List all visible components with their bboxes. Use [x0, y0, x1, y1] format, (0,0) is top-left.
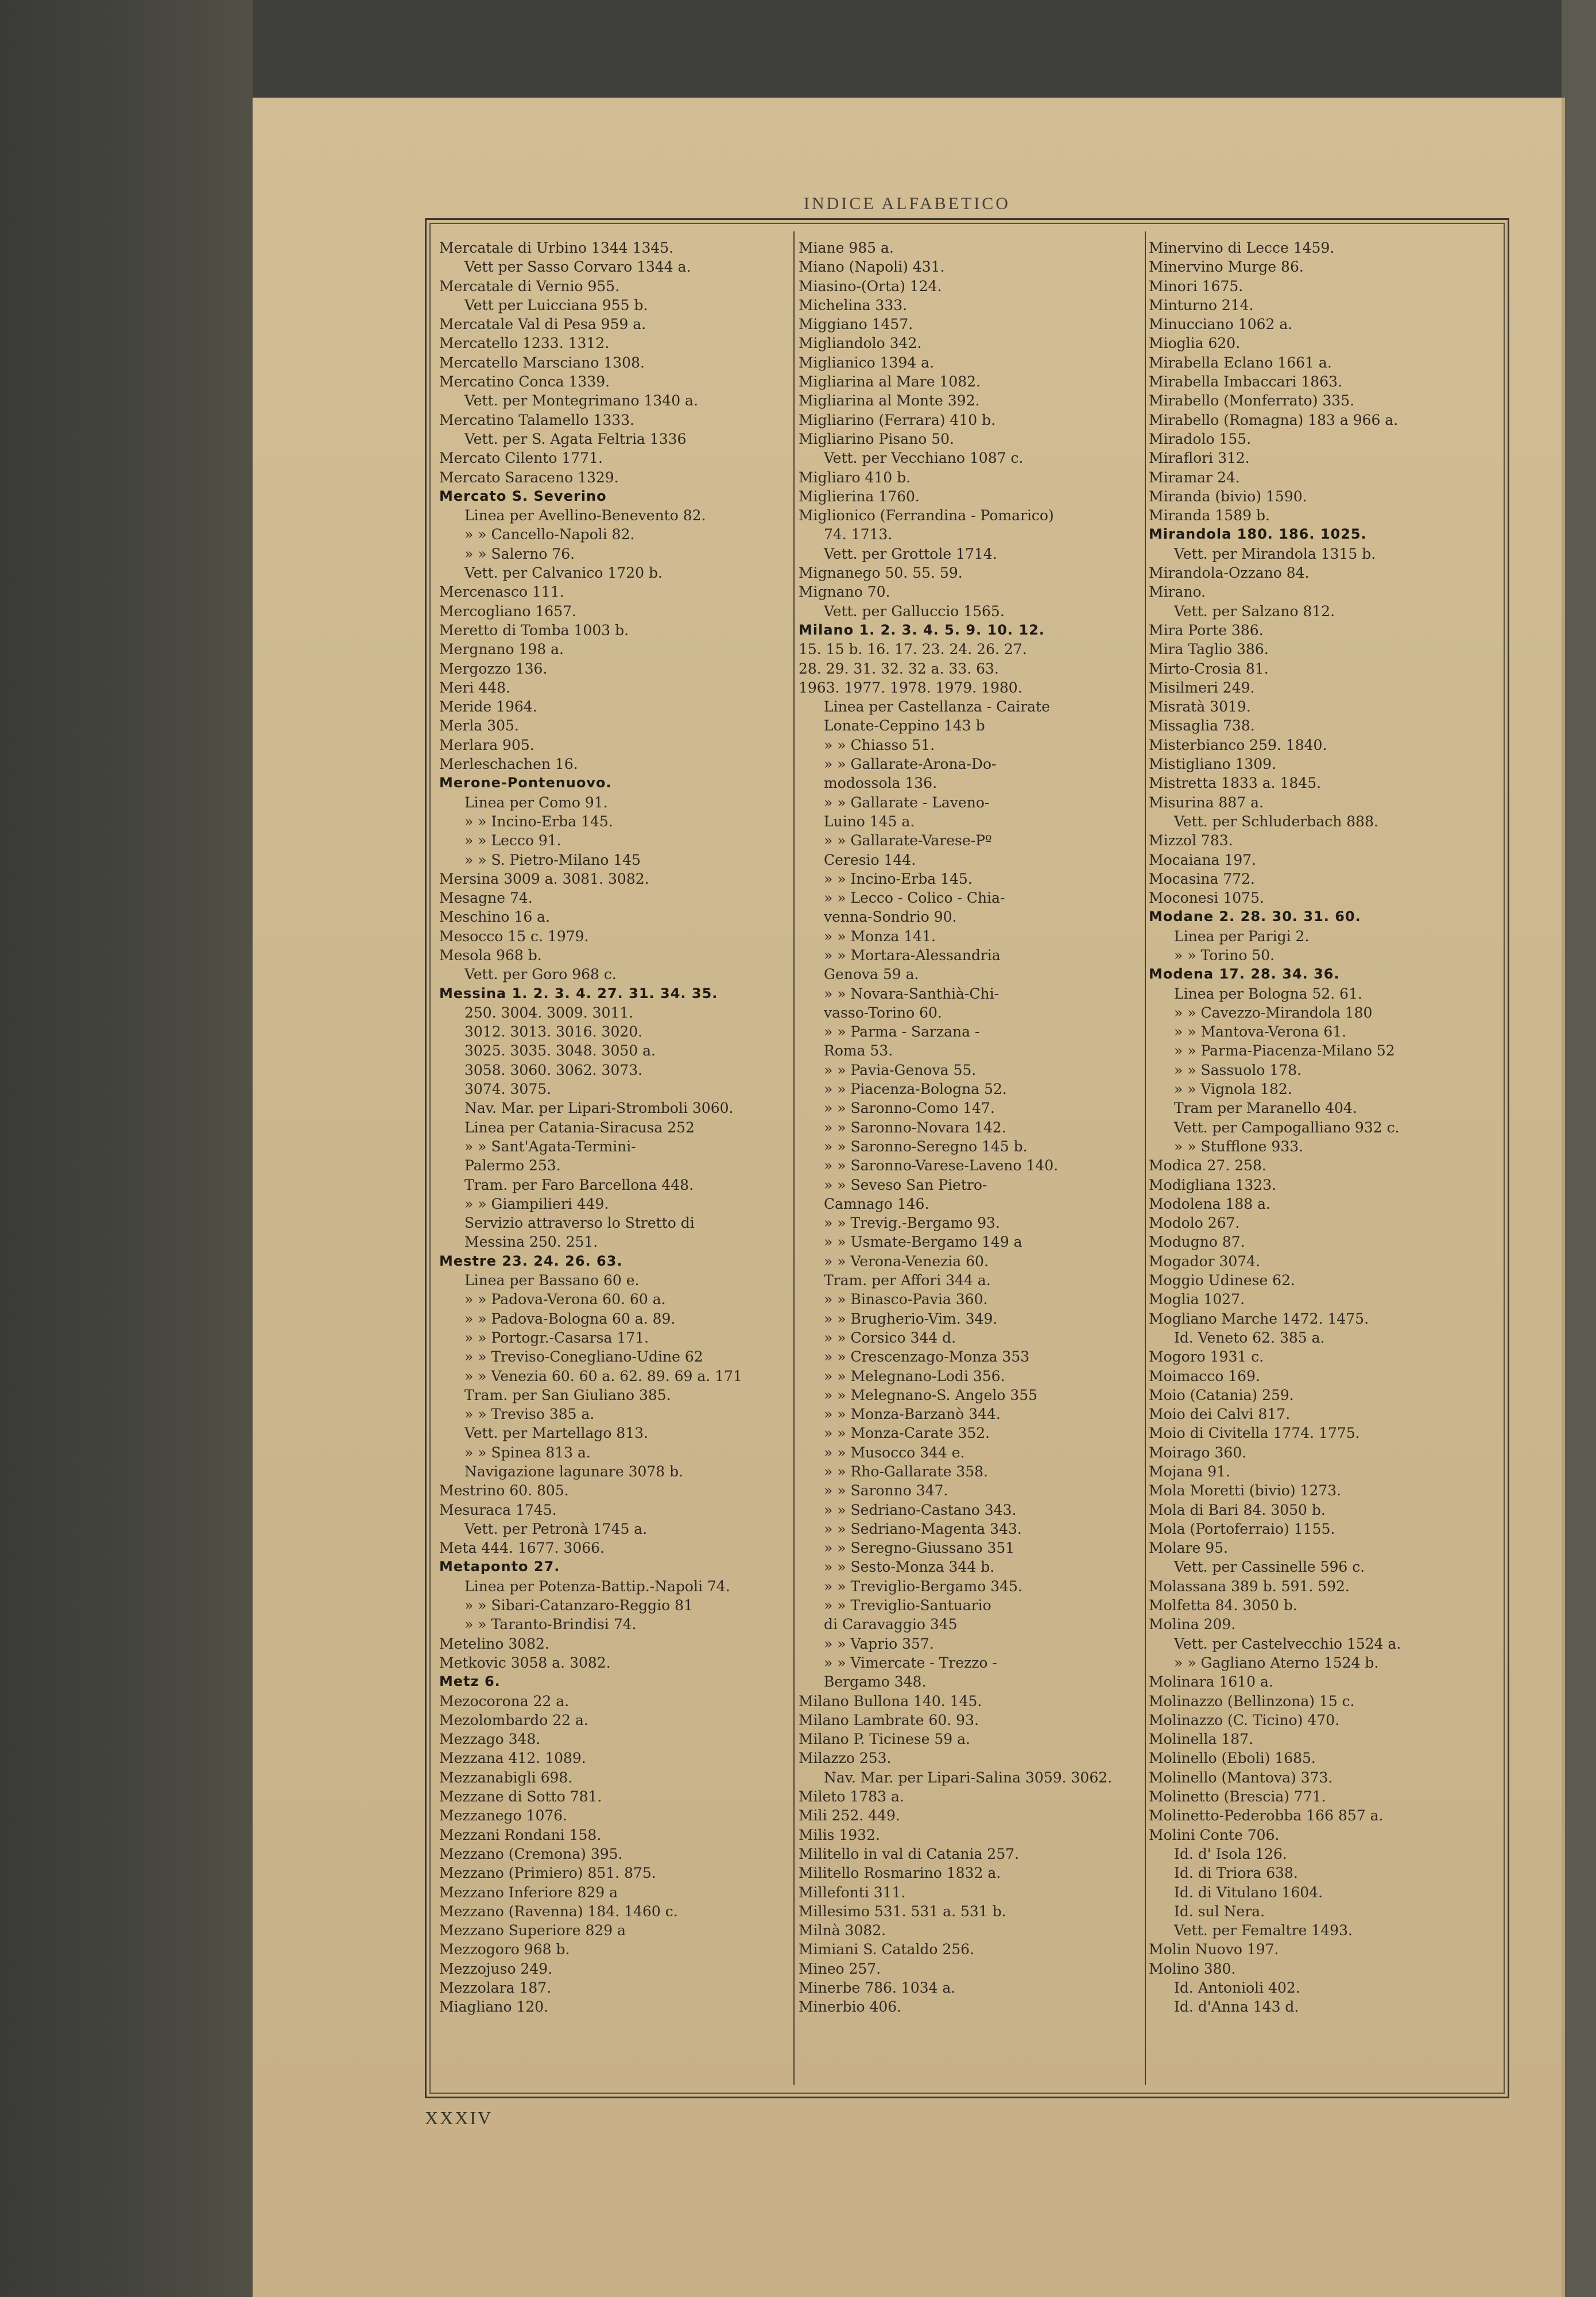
index-entry: Misurina 887 a.: [1149, 794, 1264, 811]
scanned-page: [253, 98, 1565, 2297]
index-entry: » » Parma-Piacenza-Milano 52: [1174, 1042, 1395, 1059]
index-entry: Mogoro 1931 c.: [1149, 1348, 1264, 1366]
index-entry: Linea per Parigi 2.: [1174, 927, 1310, 945]
index-entry: 15. 15 b. 16. 17. 23. 24. 26. 27.: [799, 641, 1027, 658]
index-entry: Vett per Sasso Corvaro 1344 a.: [464, 258, 691, 276]
index-entry: Mercogliano 1657.: [439, 602, 576, 620]
index-entry: Metelino 3082.: [439, 1635, 549, 1652]
index-entry: » » Lecco - Colico - Chia-: [824, 890, 1005, 907]
index-entry: » » Vaprio 357.: [824, 1635, 934, 1652]
index-entry: » » Treviso 385 a.: [464, 1406, 595, 1423]
index-entry: Molina 209.: [1149, 1616, 1236, 1633]
index-entry: Vett. per S. Agata Feltria 1336: [464, 430, 687, 447]
index-entry: Linea per Bologna 52. 61.: [1174, 985, 1362, 1002]
index-entry: 28. 29. 31. 32. 32 a. 33. 63.: [799, 660, 999, 677]
index-entry: Mesocco 15 c. 1979.: [439, 927, 589, 945]
index-entry: Mogliano Marche 1472. 1475.: [1149, 1310, 1369, 1327]
index-entry: Merone-Pontenuovo.: [439, 775, 612, 791]
index-entry: Id. sul Nera.: [1174, 1902, 1265, 1920]
index-entry: Molinella 187.: [1149, 1731, 1254, 1748]
index-entry: Vett. per Galluccio 1565.: [824, 602, 1005, 620]
index-entry: Id. di Triora 638.: [1174, 1865, 1298, 1882]
index-entry: Linea per Como 91.: [464, 794, 608, 811]
index-entry: » » Usmate-Bergamo 149 a: [824, 1233, 1022, 1251]
index-entry: Linea per Castellanza - Cairate: [824, 698, 1050, 716]
index-entry: Metaponto 27.: [439, 1559, 560, 1575]
index-frame: [425, 218, 1509, 2098]
index-entry: Vett. per Schluderbach 888.: [1174, 813, 1378, 830]
index-entry: Linea per Bassano 60 e.: [464, 1272, 640, 1289]
index-entry: Mignanego 50. 55. 59.: [799, 564, 963, 582]
index-entry: Mercato S. Severino: [439, 488, 607, 504]
index-entry: Vett. per Castelvecchio 1524 a.: [1174, 1635, 1401, 1652]
index-entry: Mirabello (Monferrato) 335.: [1149, 392, 1355, 409]
index-entry: Linea per Avellino-Benevento 82.: [464, 507, 706, 524]
index-entry: » » Venezia 60. 60 a. 62. 89. 69 a. 171: [464, 1367, 742, 1385]
index-entry: Tram. per San Giuliano 385.: [464, 1386, 671, 1403]
index-entry: Meschino 16 a.: [439, 908, 551, 926]
index-entry: Mercatino Talamello 1333.: [439, 411, 634, 428]
index-entry: 3025. 3035. 3048. 3050 a.: [464, 1042, 656, 1059]
index-entry: Miggiano 1457.: [799, 316, 913, 333]
index-entry: Mirano.: [1149, 583, 1206, 601]
index-entry: Moggio Udinese 62.: [1149, 1272, 1295, 1289]
index-entry: Militello in val di Catania 257.: [799, 1845, 1019, 1862]
index-entry: Mercato Saraceno 1329.: [439, 469, 619, 486]
index-entry: » » Padova-Bologna 60 a. 89.: [464, 1310, 676, 1327]
index-entry: Vett. per Mirandola 1315 b.: [1174, 545, 1376, 562]
index-entry: Vett. per Martellago 813.: [464, 1425, 649, 1442]
index-entry: Mezzano (Cremona) 395.: [439, 1845, 623, 1862]
index-entry: Vett. per Femaltre 1493.: [1174, 1922, 1353, 1939]
index-entry: Milano P. Ticinese 59 a.: [799, 1731, 970, 1748]
index-entry: Vett. per Goro 968 c.: [464, 966, 617, 983]
index-entry: Id. Veneto 62. 385 a.: [1174, 1329, 1325, 1346]
index-entry: 3012. 3013. 3016. 3020.: [464, 1023, 643, 1041]
index-column-1: [439, 238, 791, 2085]
index-entry: Mercato Cilento 1771.: [439, 450, 603, 467]
index-entry: Vett per Luicciana 955 b.: [464, 296, 648, 314]
index-entry: » » Melegnano-Lodi 356.: [824, 1367, 1005, 1385]
index-entry: » » Taranto-Brindisi 74.: [464, 1616, 637, 1633]
index-entry: Miglionico (Ferrandina - Pomarico): [799, 507, 1054, 524]
index-entry: Merlara 905.: [439, 736, 534, 753]
index-entry: » » Incino-Erba 145.: [464, 813, 613, 830]
index-entry: » » Spinea 813 a.: [464, 1444, 591, 1461]
index-entry: » » Sant'Agata-Termini-: [464, 1138, 636, 1155]
index-entry: Meri 448.: [439, 679, 510, 696]
index-entry: Camnago 146.: [824, 1195, 929, 1212]
index-entry: Vett. per Montegrimano 1340 a.: [464, 392, 698, 409]
index-entry: Mezzolara 187.: [439, 1979, 552, 1997]
index-entry: Mestre 23. 24. 26. 63.: [439, 1252, 623, 1269]
index-entry: » » Gallarate-Varese-Pº: [824, 832, 992, 849]
index-entry: Molfetta 84. 3050 b.: [1149, 1597, 1297, 1614]
index-entry: 3058. 3060. 3062. 3073.: [464, 1061, 643, 1078]
index-entry: Mersina 3009 a. 3081. 3082.: [439, 870, 649, 887]
index-entry: » » Monza-Barzanò 344.: [824, 1406, 1001, 1423]
index-entry: Modane 2. 28. 30. 31. 60.: [1149, 908, 1361, 925]
index-entry: Miramar 24.: [1149, 469, 1240, 486]
index-entry: Mercatino Conca 1339.: [439, 373, 610, 390]
index-entry: Id. di Vitulano 1604.: [1174, 1884, 1323, 1901]
index-entry: » » Melegnano-S. Angelo 355: [824, 1386, 1038, 1403]
index-entry: » » Seveso San Pietro-: [824, 1176, 987, 1193]
index-entry: Roma 53.: [824, 1042, 893, 1059]
index-entry: Minerbe 786. 1034 a.: [799, 1979, 956, 1997]
index-entry: » » Vignola 182.: [1174, 1081, 1292, 1098]
index-entry: » » Musocco 344 e.: [824, 1444, 965, 1461]
index-entry: Molassana 389 b. 591. 592.: [1149, 1577, 1350, 1595]
index-entry: Miranda 1589 b.: [1149, 507, 1270, 524]
index-entry: » » Gagliano Aterno 1524 b.: [1174, 1654, 1379, 1671]
index-entry: modossola 136.: [824, 775, 938, 792]
index-entry: 250. 3004. 3009. 3011.: [464, 1004, 634, 1021]
index-entry: Mestrino 60. 805.: [439, 1482, 569, 1499]
index-entry: Mocasina 772.: [1149, 870, 1255, 887]
page-number: XXXIV: [425, 2107, 493, 2128]
index-entry: » » Saronno-Seregno 145 b.: [824, 1138, 1028, 1155]
index-entry: Modolo 267.: [1149, 1215, 1240, 1232]
index-entry: » » Binasco-Pavia 360.: [824, 1291, 988, 1308]
page-header: INDICE ALFABETICO: [804, 194, 1010, 213]
index-entry: Mineo 257.: [799, 1960, 881, 1977]
index-entry: Id. Antonioli 402.: [1174, 1979, 1300, 1997]
index-entry: » » Padova-Verona 60. 60 a.: [464, 1291, 666, 1308]
index-entry: Mira Taglio 386.: [1149, 641, 1269, 658]
index-entry: Mirto-Crosia 81.: [1149, 660, 1269, 677]
index-entry: Linea per Potenza-Battip.-Napoli 74.: [464, 1577, 730, 1595]
index-entry: Molini Conte 706.: [1149, 1826, 1280, 1843]
index-entry: Genova 59 a.: [824, 966, 919, 983]
index-entry: Miane 985 a.: [799, 239, 894, 256]
index-entry: 74. 1713.: [824, 526, 893, 543]
index-entry: Tram per Maranello 404.: [1174, 1100, 1357, 1117]
index-entry: Mezzanego 1076.: [439, 1807, 568, 1824]
index-entry: Minturno 214.: [1149, 296, 1254, 314]
index-entry: Millefonti 311.: [799, 1884, 906, 1901]
index-column-2: [799, 238, 1149, 2085]
index-entry: » » Piacenza-Bologna 52.: [824, 1081, 1007, 1098]
index-entry: Mili 252. 449.: [799, 1807, 900, 1824]
index-entry: Mola di Bari 84. 3050 b.: [1149, 1501, 1326, 1518]
index-entry: » » Treviso-Conegliano-Udine 62: [464, 1348, 703, 1366]
index-entry: Mola (Portoferraio) 1155.: [1149, 1520, 1335, 1537]
index-entry: Molino 380.: [1149, 1960, 1236, 1977]
index-entry: Mojana 91.: [1149, 1463, 1231, 1480]
index-entry: » » Sassuolo 178.: [1174, 1061, 1301, 1078]
index-entry: Misratà 3019.: [1149, 698, 1251, 716]
index-entry: Misilmeri 249.: [1149, 679, 1255, 696]
index-entry: » » Gallarate-Arona-Do-: [824, 756, 997, 773]
index-entry: » » Mortara-Alessandria: [824, 946, 1001, 964]
index-entry: Linea per Catania-Siracusa 252: [464, 1119, 695, 1136]
index-entry: Militello Rosmarino 1832 a.: [799, 1865, 1001, 1882]
index-entry: Migliarino Pisano 50.: [799, 430, 954, 447]
index-entry: Miano (Napoli) 431.: [799, 258, 945, 276]
column-divider: [793, 231, 795, 2085]
index-entry: Miranda (bivio) 1590.: [1149, 488, 1307, 505]
index-entry: Tram. per Affori 344 a.: [824, 1272, 991, 1289]
index-entry: Milazzo 253.: [799, 1750, 892, 1767]
index-entry: Mergnano 198 a.: [439, 641, 564, 658]
index-entry: vasso-Torino 60.: [824, 1004, 942, 1021]
index-entry: Migliarina al Mare 1082.: [799, 373, 981, 390]
index-entry: Mezzane di Sotto 781.: [439, 1788, 602, 1805]
index-entry: Mesuraca 1745.: [439, 1501, 557, 1518]
index-entry: Tram. per Faro Barcellona 448.: [464, 1176, 694, 1193]
index-entry: Mesola 968 b.: [439, 946, 542, 964]
index-entry: Lonate-Ceppino 143 b: [824, 717, 985, 734]
index-entry: Mezzojuso 249.: [439, 1960, 553, 1977]
index-entry: Mirabella Imbaccari 1863.: [1149, 373, 1342, 390]
index-entry: Id. d'Anna 143 d.: [1174, 1998, 1299, 2016]
index-entry: » » Stufflone 933.: [1174, 1138, 1304, 1155]
index-entry: Mirandola 180. 186. 1025.: [1149, 526, 1367, 543]
index-entry: » » Lecco 91.: [464, 832, 561, 849]
index-entry: Michelina 333.: [799, 296, 908, 314]
index-entry: » » Monza 141.: [824, 927, 936, 945]
index-entry: Milano 1. 2. 3. 4. 5. 9. 10. 12.: [799, 621, 1045, 638]
index-entry: Mercatale Val di Pesa 959 a.: [439, 316, 646, 333]
index-entry: Messina 1. 2. 3. 4. 27. 31. 34. 35.: [439, 985, 718, 1001]
index-entry: Missaglia 738.: [1149, 717, 1255, 734]
index-entry: Mezzano Inferiore 829 a: [439, 1884, 618, 1901]
index-entry: Mocaiana 197.: [1149, 851, 1257, 868]
index-entry: Molinello (Eboli) 1685.: [1149, 1750, 1316, 1767]
index-entry: Luino 145 a.: [824, 813, 915, 830]
index-column-3: [1149, 238, 1499, 2085]
index-entry: Modica 27. 258.: [1149, 1157, 1266, 1174]
index-entry: 1963. 1977. 1978. 1979. 1980.: [799, 679, 1022, 696]
index-entry: Milano Bullona 140. 145.: [799, 1692, 982, 1710]
index-entry: » » Incino-Erba 145.: [824, 870, 973, 887]
index-entry: Mirabella Eclano 1661 a.: [1149, 354, 1332, 371]
index-entry: » » Monza-Carate 352.: [824, 1425, 990, 1442]
index-entry: Merleschachen 16.: [439, 756, 578, 773]
index-entry: Modolena 188 a.: [1149, 1195, 1270, 1212]
index-entry: Molinello (Mantova) 373.: [1149, 1769, 1333, 1786]
index-entry: Misterbianco 259. 1840.: [1149, 736, 1327, 753]
index-entry: » » Sesto-Monza 344 b.: [824, 1559, 995, 1576]
index-entry: Nav. Mar. per Lipari-Stromboli 3060.: [464, 1100, 734, 1117]
index-entry: di Caravaggio 345: [824, 1616, 958, 1633]
index-entry: Moimacco 169.: [1149, 1367, 1260, 1385]
index-entry: Modena 17. 28. 34. 36.: [1149, 966, 1340, 983]
index-entry: Molare 95.: [1149, 1540, 1229, 1557]
index-entry: Minerbio 406.: [799, 1998, 902, 2016]
index-entry: Vett. per Salzano 812.: [1174, 602, 1335, 620]
index-entry: Miraflori 312.: [1149, 450, 1250, 467]
index-entry: Mira Porte 386.: [1149, 621, 1264, 639]
index-entry: Mizzol 783.: [1149, 832, 1233, 849]
index-entry: Vett. per Cassinelle 596 c.: [1174, 1559, 1365, 1576]
index-entry: Mogador 3074.: [1149, 1252, 1261, 1270]
index-entry: Milano Lambrate 60. 93.: [799, 1711, 979, 1728]
index-entry: Millesimo 531. 531 a. 531 b.: [799, 1902, 1006, 1920]
index-entry: Mesagne 74.: [439, 890, 533, 907]
index-entry: Mergozzo 136.: [439, 660, 548, 677]
column-divider: [1145, 231, 1146, 2085]
index-entry: » » Parma - Sarzana -: [824, 1023, 980, 1041]
index-entry: » » Saronno-Como 147.: [824, 1100, 995, 1117]
index-entry: Milis 1932.: [799, 1826, 880, 1843]
index-entry: Molinara 1610 a.: [1149, 1673, 1273, 1691]
index-entry: » » Cavezzo-Mirandola 180: [1174, 1004, 1373, 1021]
index-entry: » » Salerno 76.: [464, 545, 575, 562]
index-entry: Mileto 1783 a.: [799, 1788, 904, 1805]
index-entry: » » Saronno-Novara 142.: [824, 1119, 1006, 1136]
index-entry: Miradolo 155.: [1149, 430, 1252, 447]
index-entry: Vett. per Grottole 1714.: [824, 545, 997, 562]
index-entry: Metkovic 3058 a. 3082.: [439, 1654, 611, 1671]
index-entry: Molin Nuovo 197.: [1149, 1941, 1279, 1958]
index-entry: Moconesi 1075.: [1149, 890, 1264, 907]
index-entry: Mezzano Superiore 829 a: [439, 1922, 626, 1939]
index-entry: Vett. per Calvanico 1720 b.: [464, 564, 663, 582]
index-entry: Mioglia 620.: [1149, 335, 1241, 352]
index-entry: Mercenasco 111.: [439, 583, 564, 601]
index-entry: Palermo 253.: [464, 1157, 561, 1174]
index-entry: Minucciano 1062 a.: [1149, 316, 1293, 333]
index-entry: » » Sedriano-Castano 343.: [824, 1501, 1017, 1518]
index-entry: Servizio attraverso lo Stretto di: [464, 1215, 695, 1232]
index-entry: Meta 444. 1677. 3066.: [439, 1540, 605, 1557]
index-entry: Mistretta 1833 a. 1845.: [1149, 775, 1322, 792]
index-entry: Miagliano 120.: [439, 1998, 549, 2016]
index-entry: Mezzago 348.: [439, 1731, 541, 1748]
index-entry: Nav. Mar. per Lipari-Salina 3059. 3062.: [824, 1769, 1113, 1786]
index-entry: Molinetto-Pederobba 166 857 a.: [1149, 1807, 1384, 1824]
index-entry: 3074. 3075.: [464, 1081, 552, 1098]
index-entry: Mezzana 412. 1089.: [439, 1750, 586, 1767]
index-entry: Migliaro 410 b.: [799, 469, 911, 486]
index-entry: Migliarino (Ferrara) 410 b.: [799, 411, 996, 428]
index-entry: » » Sedriano-Magenta 343.: [824, 1520, 1022, 1537]
index-entry: Mercatello 1233. 1312.: [439, 335, 610, 352]
index-entry: Moirago 360.: [1149, 1444, 1247, 1461]
index-entry: » » Portogr.-Casarsa 171.: [464, 1329, 649, 1346]
index-entry: » » Sibari-Catanzaro-Reggio 81: [464, 1597, 693, 1614]
index-entry: » » Corsico 344 d.: [824, 1329, 956, 1346]
index-entry: » » Saronno 347.: [824, 1482, 948, 1499]
index-entry: » » Rho-Gallarate 358.: [824, 1463, 988, 1480]
index-entry: » » Brugherio-Vim. 349.: [824, 1310, 998, 1327]
index-entry: Meretto di Tomba 1003 b.: [439, 621, 629, 639]
index-entry: Mezocorona 22 a.: [439, 1692, 570, 1710]
index-entry: Molinazzo (Bellinzona) 15 c.: [1149, 1692, 1355, 1710]
index-entry: Miglianico 1394 a.: [799, 354, 935, 371]
index-entry: » » Novara-Santhià-Chi-: [824, 985, 1000, 1002]
desk-background: [0, 0, 253, 2297]
index-entry: Mezolombardo 22 a.: [439, 1711, 588, 1728]
index-entry: Mezzanabigli 698.: [439, 1769, 573, 1786]
index-entry: Vett. per Vecchiano 1087 c.: [824, 450, 1024, 467]
index-entry: Milnà 3082.: [799, 1922, 886, 1939]
index-entry: Molinazzo (C. Ticino) 470.: [1149, 1711, 1340, 1728]
index-entry: Mezzano (Primiero) 851. 875.: [439, 1865, 656, 1882]
index-entry: Messina 250. 251.: [464, 1233, 598, 1251]
index-entry: Ceresio 144.: [824, 851, 916, 868]
index-entry: » » Giampilieri 449.: [464, 1195, 609, 1212]
index-entry: » » Treviglio-Bergamo 345.: [824, 1577, 1022, 1595]
index-entry: Modugno 87.: [1149, 1233, 1245, 1251]
index-entry: Miasino-(Orta) 124.: [799, 277, 942, 295]
index-entry: Mimiani S. Cataldo 256.: [799, 1941, 975, 1958]
index-entry: Mercatale di Vernio 955.: [439, 277, 620, 295]
index-entry: Merla 305.: [439, 717, 519, 734]
index-entry: Metz 6.: [439, 1673, 501, 1690]
index-entry: » » Chiasso 51.: [824, 736, 935, 753]
index-entry: » » Torino 50.: [1174, 946, 1275, 964]
index-entry: Id. d' Isola 126.: [1174, 1845, 1287, 1862]
index-entry: Mercatello Marsciano 1308.: [439, 354, 645, 371]
index-entry: Mola Moretti (bivio) 1273.: [1149, 1482, 1342, 1499]
index-entry: Molinetto (Brescia) 771.: [1149, 1788, 1326, 1805]
index-entry: venna-Sondrio 90.: [824, 908, 957, 926]
index-entry: » » Vimercate - Trezzo -: [824, 1654, 997, 1671]
index-entry: » » Gallarate - Laveno-: [824, 794, 990, 811]
index-entry: Migliarina al Monte 392.: [799, 392, 980, 409]
index-entry: Minervino di Lecce 1459.: [1149, 239, 1335, 256]
index-entry: » » Seregno-Giussano 351: [824, 1540, 1015, 1557]
index-entry: Minervino Murge 86.: [1149, 258, 1304, 276]
index-entry: » » Mantova-Verona 61.: [1174, 1023, 1347, 1041]
index-entry: Moglia 1027.: [1149, 1291, 1245, 1308]
index-entry: Mercatale di Urbino 1344 1345.: [439, 239, 674, 256]
index-entry: » » Pavia-Genova 55.: [824, 1061, 977, 1078]
index-entry: Mezzano (Ravenna) 184. 1460 c.: [439, 1902, 678, 1920]
index-entry: Mezzani Rondani 158.: [439, 1826, 602, 1843]
index-entry: » » Trevig.-Bergamo 93.: [824, 1215, 1000, 1232]
index-entry: Mirabello (Romagna) 183 a 966 a.: [1149, 411, 1399, 428]
index-entry: Mezzogoro 968 b.: [439, 1941, 570, 1958]
index-entry: » » Crescenzago-Monza 353: [824, 1348, 1030, 1366]
index-entry: » » Treviglio-Santuario: [824, 1597, 991, 1614]
index-entry: Meride 1964.: [439, 698, 537, 716]
index-entry: Vett. per Campogalliano 932 c.: [1174, 1119, 1400, 1136]
index-entry: » » Saronno-Varese-Laveno 140.: [824, 1157, 1059, 1174]
index-entry: Mirandola-Ozzano 84.: [1149, 564, 1310, 582]
index-entry: Mistigliano 1309.: [1149, 756, 1277, 773]
index-entry: Minori 1675.: [1149, 277, 1244, 295]
index-entry: » » S. Pietro-Milano 145: [464, 851, 641, 868]
index-entry: » » Cancello-Napoli 82.: [464, 526, 635, 543]
index-entry: Navigazione lagunare 3078 b.: [464, 1463, 684, 1480]
underlying-sheet-edge: [1562, 0, 1596, 2297]
index-entry: Mignano 70.: [799, 583, 890, 601]
index-entry: Vett. per Petronà 1745 a.: [464, 1520, 648, 1537]
index-entry: » » Verona-Venezia 60.: [824, 1252, 989, 1270]
index-entry: Moio di Civitella 1774. 1775.: [1149, 1425, 1360, 1442]
index-entry: Moio (Catania) 259.: [1149, 1386, 1294, 1403]
index-entry: Modigliana 1323.: [1149, 1176, 1277, 1193]
index-entry: Moio dei Calvi 817.: [1149, 1406, 1291, 1423]
index-entry: Miglierina 1760.: [799, 488, 920, 505]
index-entry: Migliandolo 342.: [799, 335, 922, 352]
index-entry: Bergamo 348.: [824, 1673, 927, 1691]
